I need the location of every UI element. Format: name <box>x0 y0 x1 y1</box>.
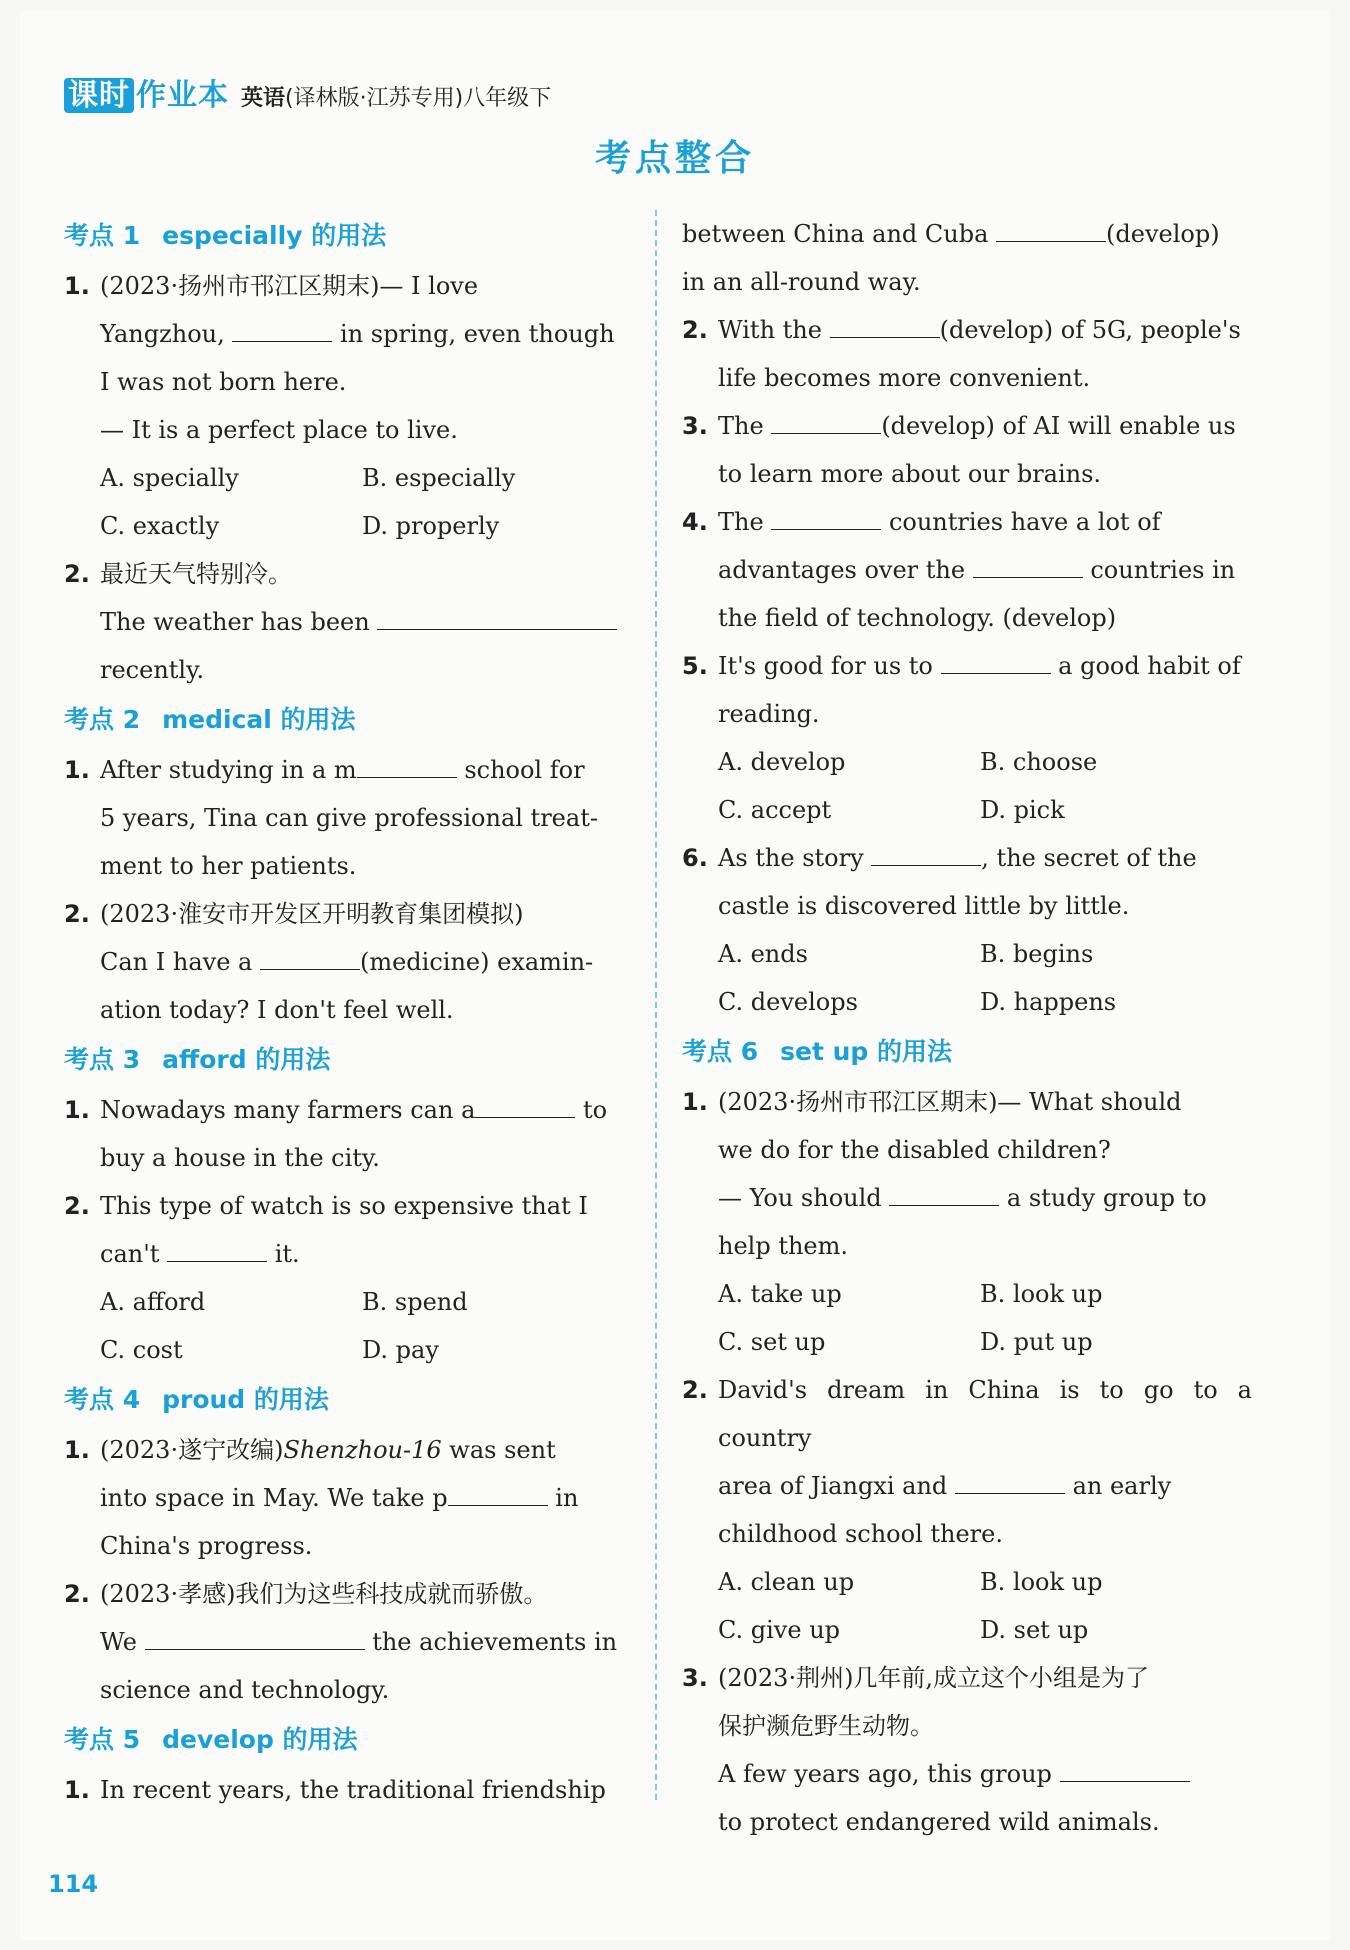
question-item: 2. This type of watch is so expensive that I can't it. <box>64 1192 588 1268</box>
right-column <box>682 210 1252 1846</box>
option[interactable]: A. afford <box>100 1288 206 1316</box>
answer-blank[interactable] <box>955 1465 1065 1494</box>
option[interactable]: C. develops <box>718 988 858 1016</box>
option[interactable]: C. cost <box>100 1336 183 1364</box>
options <box>682 738 1252 834</box>
option[interactable]: A. take up <box>718 1280 842 1308</box>
option[interactable]: D. pick <box>980 796 1065 824</box>
brand-logo: 课时 作业本 <box>64 70 229 114</box>
answer-blank[interactable] <box>145 1621 365 1650</box>
question-item: 3. (2023·荆州)几年前,成立这个小组是为了 保护濒危野生动物。 A few years ago, this group to protect endangered wild animals. <box>682 1654 1252 1846</box>
option[interactable]: D. put up <box>980 1328 1093 1356</box>
options <box>682 1558 1252 1654</box>
answer-blank[interactable] <box>973 549 1083 578</box>
option[interactable]: B. choose <box>980 748 1098 776</box>
option[interactable]: C. give up <box>718 1616 841 1644</box>
section-heading: 考点 2 medical 的用法 <box>64 705 356 734</box>
answer-blank[interactable] <box>167 1233 267 1262</box>
options <box>64 454 634 550</box>
option[interactable]: D. properly <box>362 512 500 540</box>
option[interactable]: B. look up <box>980 1568 1103 1596</box>
option[interactable]: A. develop <box>718 748 846 776</box>
option[interactable]: B. begins <box>980 940 1094 968</box>
question-item: 1. Nowadays many farmers can a to buy a house in the city. <box>64 1086 634 1182</box>
answer-blank[interactable] <box>889 1177 999 1206</box>
answer-blank[interactable] <box>232 313 332 342</box>
section-heading: 考点 5 develop 的用法 <box>64 1725 358 1754</box>
question-item: 5. It's good for us to a good habit of reading. <box>682 642 1252 738</box>
question-item: 2. With the (develop) of 5G, people's life becomes more convenient. <box>682 306 1252 402</box>
page-number: 114 <box>48 1870 99 1898</box>
question-item: 1. After studying in a m school for 5 years, Tina can give professional treat- ment to her patients. <box>64 746 634 890</box>
answer-blank[interactable] <box>357 749 457 778</box>
question-item: 2. David's dream in China is to go to a country area of Jiangxi and an early childhood school there. <box>682 1376 1252 1548</box>
answer-blank[interactable] <box>830 309 940 338</box>
option[interactable]: B. especially <box>362 464 516 492</box>
answer-blank[interactable] <box>871 837 981 866</box>
option[interactable]: A. clean up <box>718 1568 855 1596</box>
header <box>64 70 551 114</box>
option[interactable]: C. exactly <box>100 512 220 540</box>
question-item: 1. In recent years, the traditional friendship <box>64 1776 606 1804</box>
option[interactable]: C. set up <box>718 1328 826 1356</box>
answer-blank[interactable] <box>1060 1753 1190 1782</box>
option[interactable]: D. set up <box>980 1616 1089 1644</box>
column-divider <box>655 210 657 1800</box>
answer-blank[interactable] <box>996 213 1106 242</box>
answer-blank[interactable] <box>771 405 881 434</box>
question-item: 2. (2023·孝感)我们为这些科技成就而骄傲。 We the achievements in science and technology. <box>64 1580 618 1704</box>
answer-blank[interactable] <box>260 941 360 970</box>
option[interactable]: A. ends <box>718 940 808 968</box>
answer-blank[interactable] <box>377 601 617 630</box>
question-item: 4. The countries have a lot of advantages over the countries in the field of technology. (develop) <box>682 498 1252 642</box>
question-item: 2. 最近天气特别冷。 The weather has been recently. <box>64 550 634 694</box>
options <box>682 1270 1252 1366</box>
question-item: 1. (2023·扬州市邗江区期末)— What should we do for the disabled children? — You should a study group to help them. <box>682 1088 1207 1260</box>
page-title: 考点整合 <box>594 138 755 179</box>
answer-blank[interactable] <box>475 1089 575 1118</box>
option[interactable]: D. happens <box>980 988 1117 1016</box>
option[interactable]: A. specially <box>100 464 239 492</box>
question-item: 1. (2023·遂宁改编)Shenzhou-16 was sent into space in May. We take p in China's progress. <box>64 1436 579 1560</box>
subject-label: 英语(译林版·江苏专用)八年级下 <box>241 86 552 111</box>
option[interactable]: D. pay <box>362 1336 439 1364</box>
question-continuation: between China and Cuba (develop) in an all-round way. <box>682 210 1252 306</box>
options <box>682 930 1252 1026</box>
answer-blank[interactable] <box>448 1477 548 1506</box>
option[interactable]: B. look up <box>980 1280 1103 1308</box>
options <box>64 1278 634 1374</box>
option[interactable]: B. spend <box>362 1288 468 1316</box>
question-item: 6. As the story , the secret of the castle is discovered little by little. <box>682 834 1252 930</box>
question-item: 2. (2023·淮安市开发区开明教育集团模拟) Can I have a (medicine) examin- ation today? I don't feel well. <box>64 900 594 1024</box>
section-heading: 考点 3 afford 的用法 <box>64 1045 331 1074</box>
answer-blank[interactable] <box>941 645 1051 674</box>
option[interactable]: C. accept <box>718 796 832 824</box>
section-heading: 考点 4 proud 的用法 <box>64 1385 329 1414</box>
question-item: 3. The (develop) of AI will enable us to learn more about our brains. <box>682 402 1252 498</box>
question-item: 1. (2023·扬州市邗江区期末)— I love Yangzhou, in spring, even though I was not born here. — It is a perfect place to live. <box>64 272 615 444</box>
answer-blank[interactable] <box>771 501 881 530</box>
left-column <box>64 210 634 1814</box>
section-heading: 考点 1 especially 的用法 <box>64 221 387 250</box>
section-heading: 考点 6 set up 的用法 <box>682 1037 952 1066</box>
